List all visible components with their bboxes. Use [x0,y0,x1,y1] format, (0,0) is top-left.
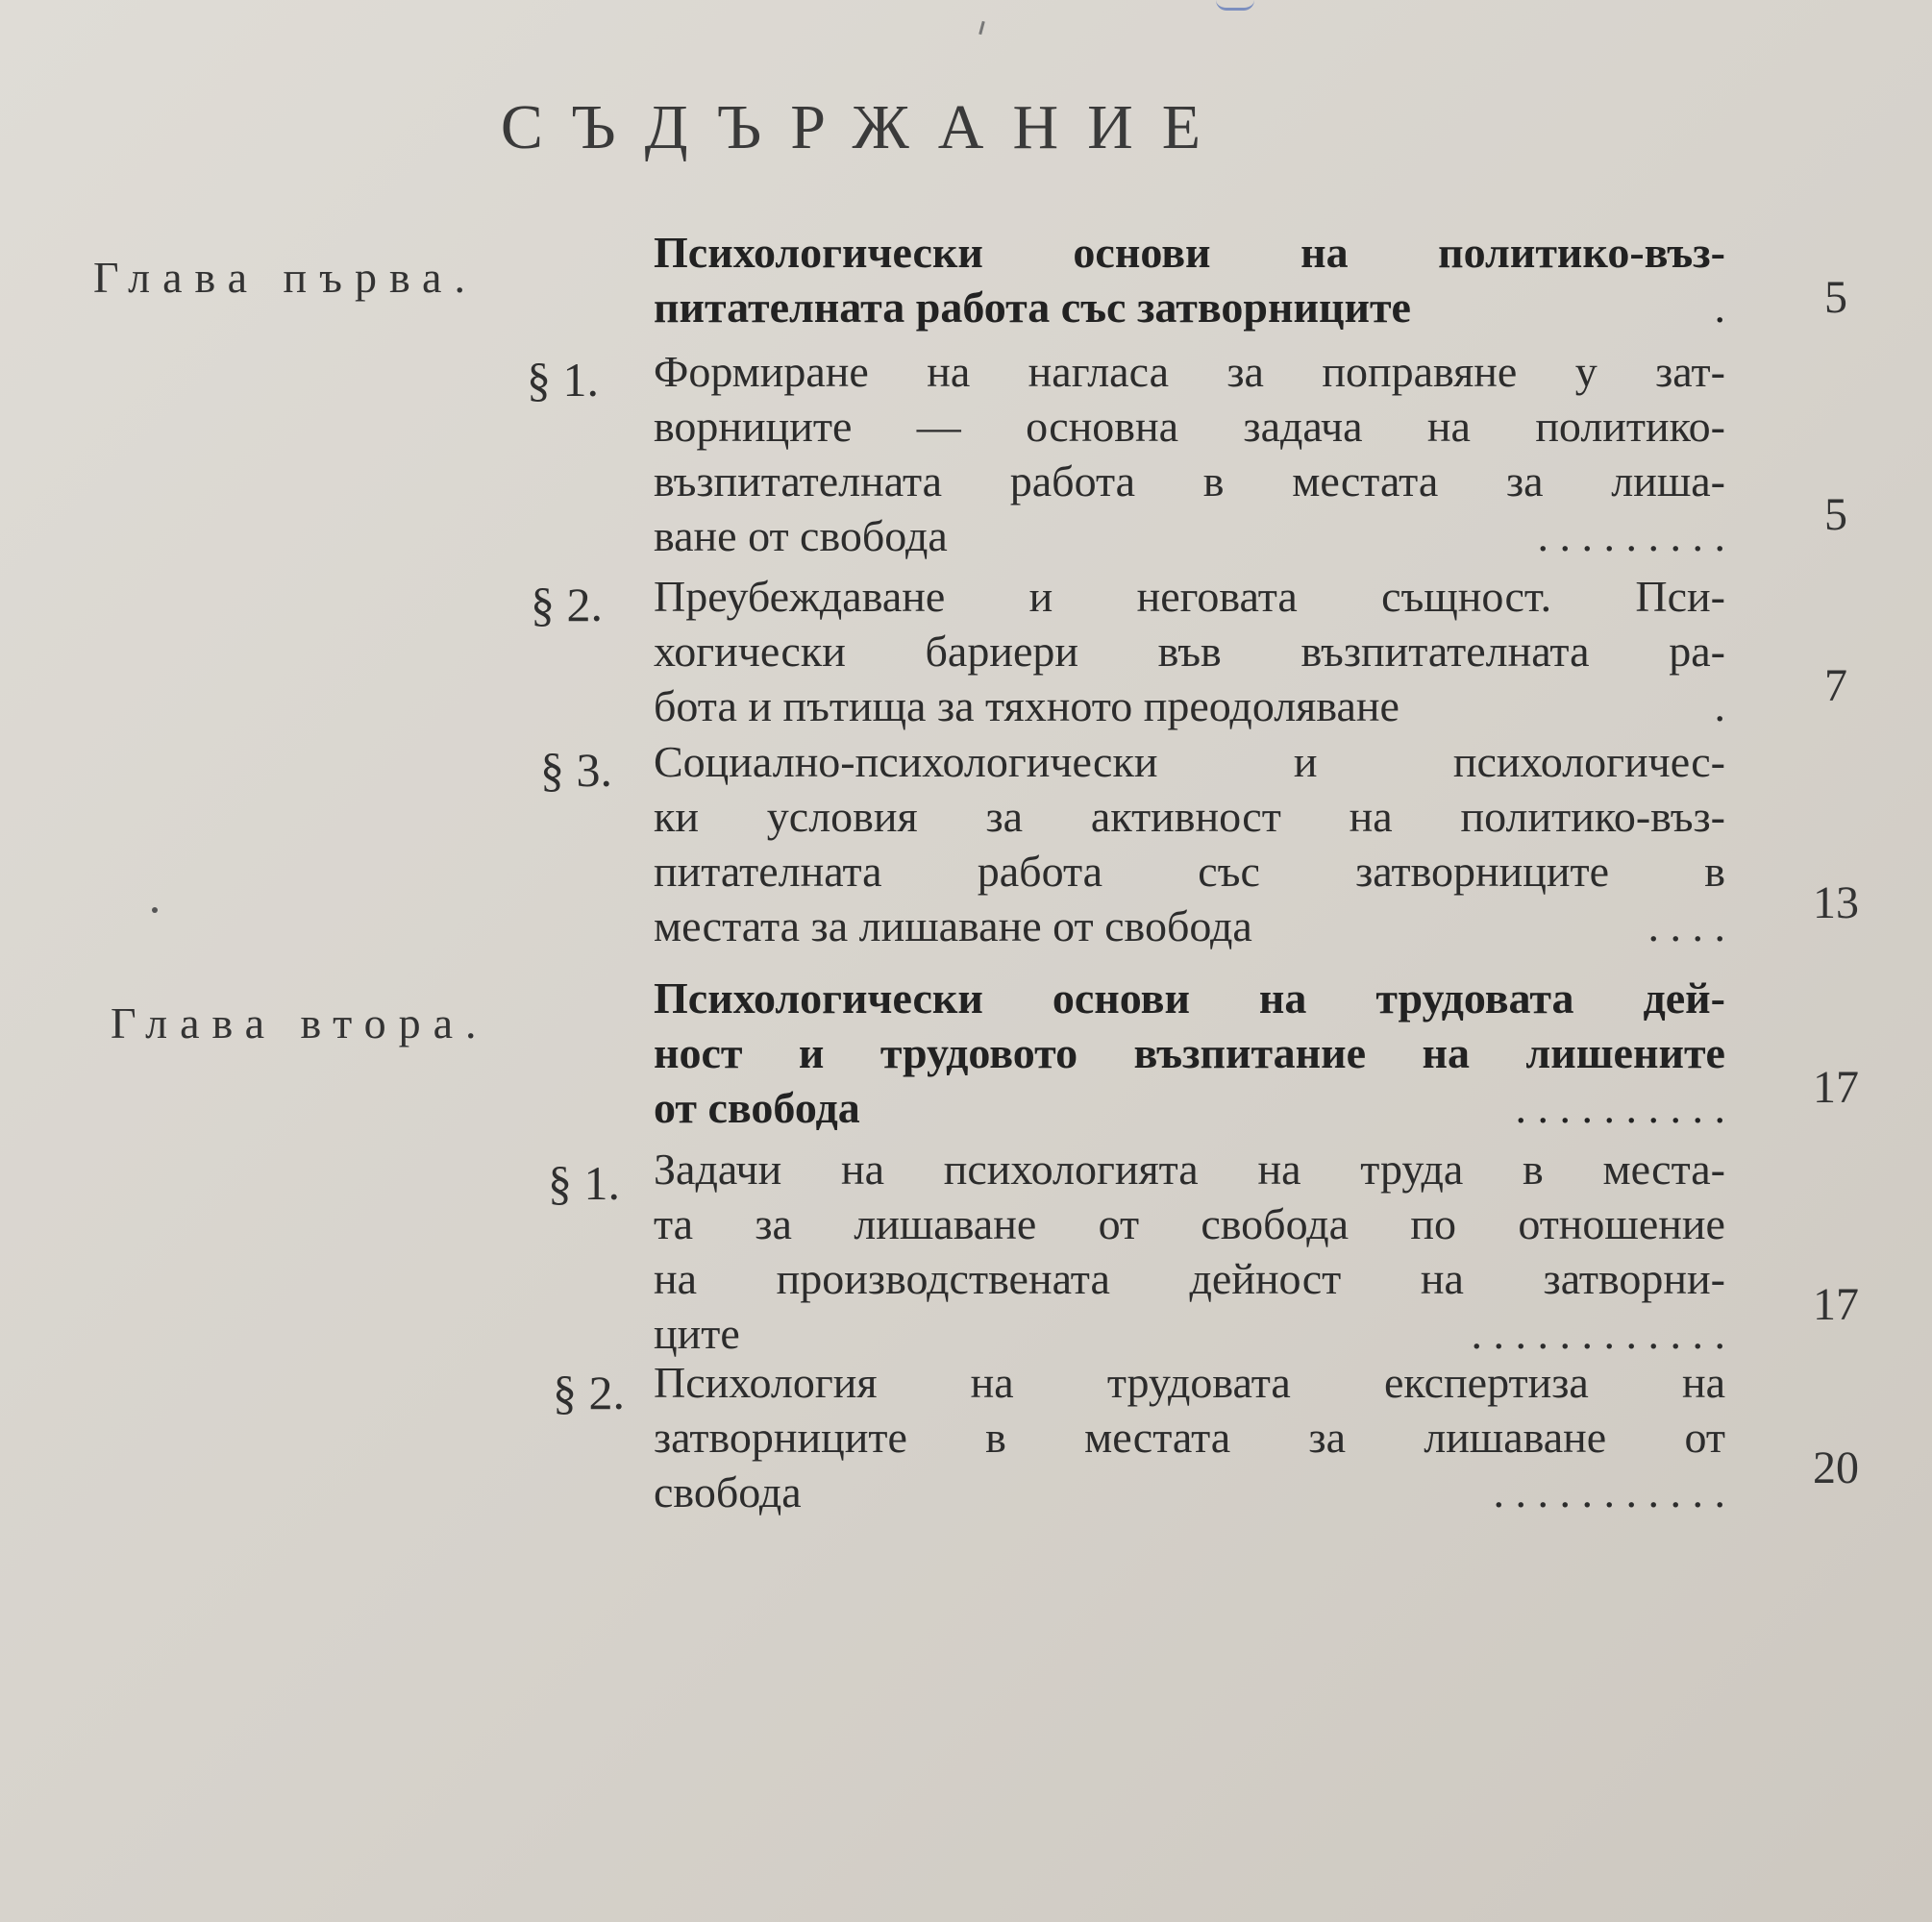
word: у [1574,347,1598,396]
word: от [1684,1413,1725,1462]
page-title: СЪДЪРЖАНИЕ [500,92,1230,162]
word: на [840,1145,884,1194]
word: за [1505,456,1544,505]
word: на [1349,792,1393,841]
word: работа [1009,456,1136,505]
word: нагласа [1028,347,1169,396]
word: на [1300,228,1349,277]
word: за [755,1199,792,1248]
ink-speck [152,907,158,913]
page-number: 5 [1824,272,1847,323]
word: та [654,1199,694,1248]
word: за [985,792,1024,841]
word: психологията [943,1145,1199,1194]
word: — [916,402,961,451]
word: експертиза [1384,1358,1589,1407]
word: на [970,1358,1014,1407]
word: психологичес- [1452,737,1725,786]
word: по [1410,1199,1457,1248]
word: условия [766,792,918,841]
section-marker: § 2. [553,1366,625,1419]
word: възпитателната [654,456,943,505]
word: лишените [1525,1028,1725,1077]
word: политико-въз- [1438,228,1725,277]
word: неговата [1136,572,1298,621]
chapter-label-2: Глава втора. [111,998,489,1047]
word: Преубеждаване [654,572,946,621]
word: места- [1602,1145,1725,1194]
word: основи [1073,228,1211,277]
word: затворни- [1543,1254,1725,1303]
section-1-3: Социално-психологически и психологичес- ки условия за активност на политико-въз- питателната работа със затворниците в местата за лишаване от свобода . . . . [654,734,1725,953]
word: политико- [1535,402,1725,451]
leader-dots: . [1714,283,1725,332]
page-number: 13 [1813,877,1859,928]
word: в [1202,456,1225,505]
word: възпитание [1133,1028,1367,1077]
word: същност. [1381,572,1552,621]
word: за [1308,1413,1346,1462]
word: трудовата [1375,973,1574,1023]
word: и [1028,572,1053,621]
word: затворниците [1355,847,1610,896]
word: ност [654,1028,743,1077]
ink-mark [1216,0,1254,11]
word: и [1293,737,1318,786]
word: питателната [654,847,882,896]
section-1-2: Преубеждаване и неговата същност. Пси- хогически бариери във възпитателната ра- бота и пътища за тяхното преодоляване . [654,569,1725,733]
word: производствената [776,1254,1110,1303]
section-2-2: Психология на трудовата експертиза на затворниците в местата за лишаване от свобода . . . . . . . . . . . [654,1355,1725,1519]
word: основи [1052,973,1190,1023]
word: в [1523,1145,1544,1194]
word: задача [1243,402,1363,451]
word: Формиране [654,347,869,396]
scan-mark [978,21,985,35]
word: за [1226,347,1264,396]
word: на [1681,1358,1725,1407]
page-number: 5 [1824,489,1847,540]
word: Пси- [1635,572,1725,621]
word: местата [1084,1413,1231,1462]
word: ра- [1669,627,1725,676]
word: политико-въз- [1460,792,1725,841]
leader-dots: . . . . . . . . . [1537,511,1725,560]
page-number: 17 [1813,1279,1859,1330]
word: затворниците [654,1413,907,1462]
word: в [985,1413,1006,1462]
word: на [1257,1145,1301,1194]
word: Социално-психологически [654,737,1158,786]
word: на [654,1254,698,1303]
word: отношение [1518,1199,1725,1248]
word: на [1258,973,1307,1023]
word: възпитателната [1300,627,1590,676]
chapter-label-1: Глава първа. [93,253,478,302]
word: със [1198,847,1260,896]
word: лиша- [1611,456,1725,505]
heading-line: питателната работа със затворниците . [654,280,1725,334]
heading-line [654,225,1725,280]
chapter-2-heading: Психологически основи на трудовата дей- ност и трудовото възпитание на лишените от свобода . . . . . . . . . . [654,971,1725,1135]
word: дейност [1189,1254,1342,1303]
word: лишаване [1424,1413,1607,1462]
word: свобода [1201,1199,1350,1248]
page-number: 20 [1813,1442,1859,1493]
word: и [798,1028,825,1077]
word: активност [1090,792,1281,841]
page-number: 7 [1824,660,1847,711]
word: Психологически [654,228,983,277]
word: основна [1026,402,1179,451]
word: от [1098,1199,1140,1248]
word: работа [977,847,1103,896]
page-number: 17 [1813,1062,1859,1113]
leader-dots: . . . . . . . . . . . [1493,1467,1725,1516]
word: труда [1360,1145,1464,1194]
chapter-1-heading [654,225,1725,334]
word: поправяне [1322,347,1518,396]
section-1-1: Формиране на нагласа за поправяне у зат- ворниците — основна задача на политико- възпитателната работа в местата за лиша- ване от свобода . . . . . . . . . [654,344,1725,563]
section-2-1: Задачи на психологията на труда в места- та за лишаване от свобода по отношение на производствената дейност на затворни- ците . . . . . . . . . . . . [654,1142,1725,1361]
leader-dots: . . . . . . . . . . . . [1471,1309,1725,1358]
word: в [1704,847,1725,896]
leader-dots: . . . . . . . . . . [1515,1083,1725,1132]
word: ки [654,792,699,841]
word: ворниците [654,402,853,451]
word: Психология [654,1358,878,1407]
section-marker: § 1. [548,1156,620,1210]
word: бариери [925,627,1078,676]
word: дей- [1643,973,1725,1023]
word: на [1420,1254,1464,1303]
section-marker: § 3. [540,743,612,797]
word: трудовата [1106,1358,1291,1407]
word: Задачи [654,1145,782,1194]
word: във [1157,627,1222,676]
word: трудовото [879,1028,1078,1077]
word: зат- [1655,347,1725,396]
leader-dots: . [1714,681,1725,730]
word: Психологически [654,973,983,1023]
word: на [1426,402,1471,451]
word: на [1422,1028,1470,1077]
section-marker: § 2. [531,578,603,631]
word: хогически [654,627,846,676]
word: местата [1292,456,1439,505]
leader-dots: . . . . [1647,901,1725,950]
word: на [927,347,971,396]
word: лишаване [854,1199,1037,1248]
section-marker: § 1. [527,353,599,407]
